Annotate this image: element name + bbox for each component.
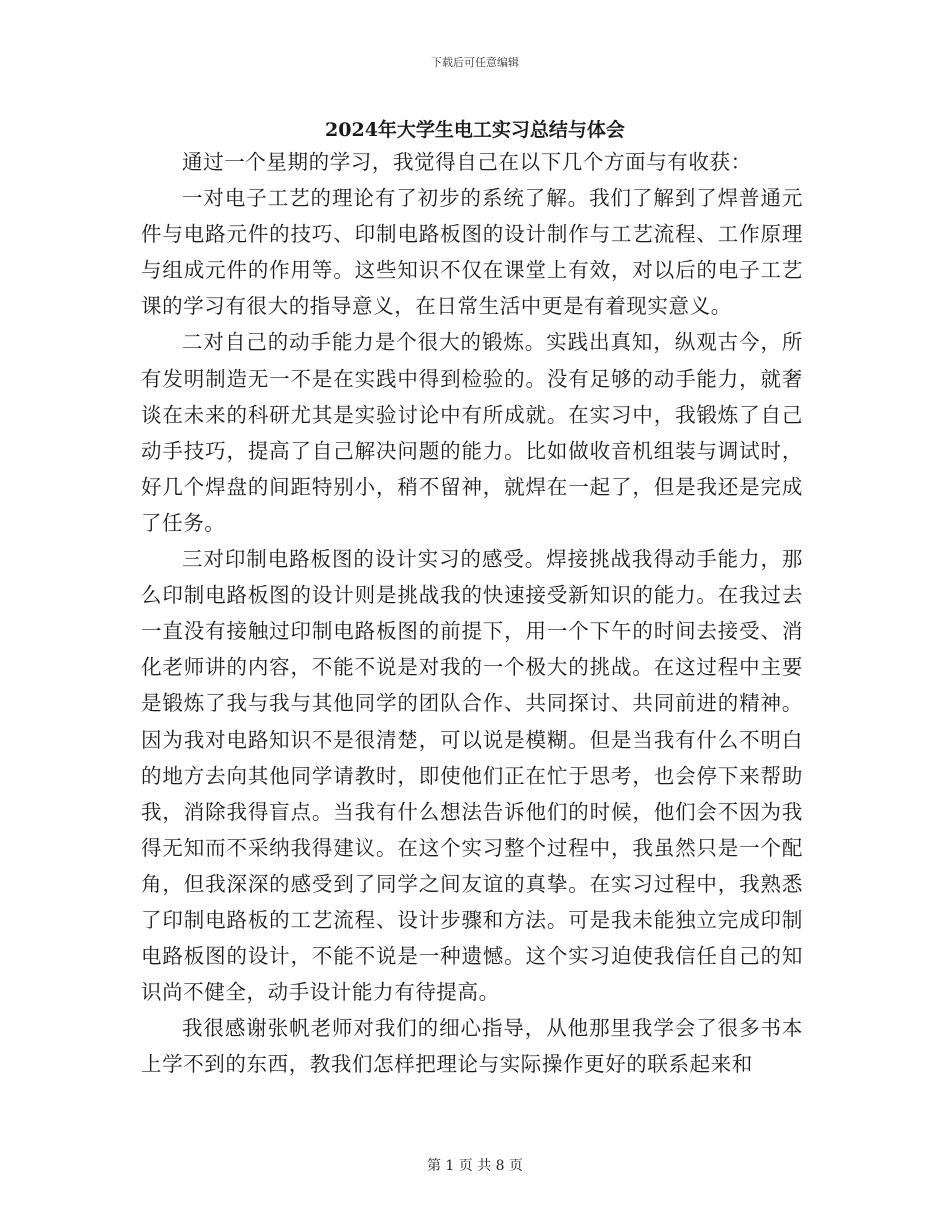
document-title: 2024年大学生电工实习总结与体会	[325, 119, 625, 141]
paragraph-theory: 一对电子工艺的理论有了初步的系统了解。我们了解到了焊普通元件与电路元件的技巧、印制电路板图的设计制作与工艺流程、工作原理与组成元件的作用等。这些知识不仅在课堂上有效，对以后的电子工艺课的学习有很大的指导意义，在日常生活中更是有着现实意义。	[141, 186, 803, 319]
paragraph-intro: 通过一个星期的学习，我觉得自己在以下几个方面与有收获：	[182, 150, 752, 174]
paragraph-pcb-design: 三对印制电路板图的设计实习的感受。焊接挑战我得动手能力，那么印制电路板图的设计则是挑战我的快速接受新知识的能力。在我过去一直没有接触过印制电路板图的前提下，用一个下午的时间去接受、消化老师讲的内容，不能不说是对我的一个极大的挑战。在这过程中主要是锻炼了我与我与其他同学的团队合作、共同探讨、共同前进的精神。因为我对电路知识不是很清楚，可以说是模糊。但是当我有什么不明白的地方去向其他同学请教时，即使他们正在忙于思考，也会停下来帮助我，消除我得盲点。当我有什么想法告诉他们的时候，他们会不因为我得无知而不采纳我得建议。在这个实习整个过程中，我虽然只是一个配角，但我深深的感受到了同学之间友谊的真挚。在实习过程中，我熟悉了印制电路板的工艺流程、设计步骤和方法。可是我未能独立完成印制电路板图的设计，不能不说是一种遗憾。这个实习迫使我信任自己的知识尚不健全，动手设计能力有待提高。	[141, 547, 803, 1005]
page-header-note: 下载后可任意编辑	[431, 56, 519, 69]
document-body	[141, 144, 803, 1082]
paragraph-thanks: 我很感谢张帆老师对我们的细心指导，从他那里我学会了很多书本上学不到的东西，教我们怎样把理论与实际操作更好的联系起来和	[141, 1016, 803, 1077]
paragraph-hands-on: 二对自己的动手能力是个很大的锻炼。实践出真知，纵观古今，所有发明制造无一不是在实践中得到检验的。没有足够的动手能力，就奢谈在未来的科研尤其是实验讨论中有所成就。在实习中，我锻炼了自己动手技巧，提高了自己解决问题的能力。比如做收音机组装与调试时，好几个焊盘的间距特别小，稍不留神，就焊在一起了，但是我还是完成了任务。	[141, 330, 803, 535]
page-number-footer: 第 1 页 共 8 页	[426, 1158, 524, 1174]
